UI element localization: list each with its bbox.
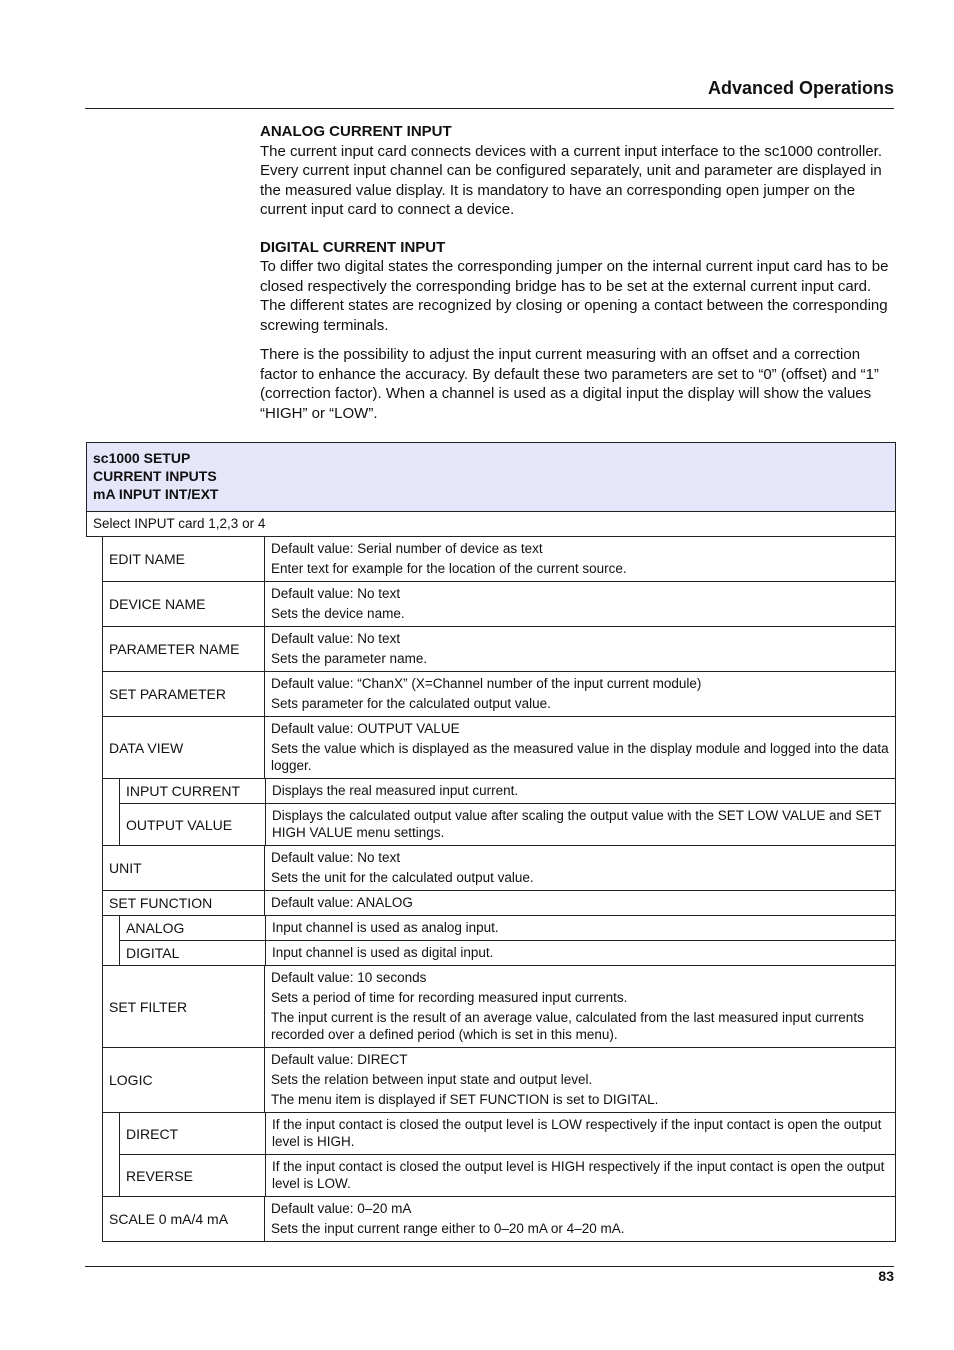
description-line: Sets the input current range either to 0–20 mA or 4–20 mA.: [271, 1221, 625, 1236]
indent-spacer: [102, 941, 119, 966]
menu-row: [102, 804, 896, 846]
menu-item-description: [264, 966, 896, 1048]
section-paragraph: There is the possibility to adjust the input current measuring with an offset and a correction factor to enhance the accuracy. By default these two parameters are set to “0” (offset) and “1” (correction factor). When a channel is used as a digital input the display will show the values “HIGH” or “LOW”.: [260, 346, 879, 422]
indent-spacer: [102, 1155, 119, 1197]
description-line: Sets a period of time for recording measured input currents.: [271, 990, 628, 1005]
menu-row: [102, 582, 896, 627]
section-heading: ANALOG CURRENT INPUT: [260, 123, 452, 140]
menu-select-instruction: Select INPUT card 1,2,3 or 4: [86, 512, 896, 537]
indent-spacer: [102, 1113, 119, 1155]
menu-row: [102, 672, 896, 717]
menu-item-description: [264, 891, 896, 916]
menu-row: [102, 846, 896, 891]
menu-row: [102, 1048, 896, 1113]
menu-rows: [86, 537, 896, 1242]
section-digital-current-input: [260, 238, 894, 424]
section-paragraph: The current input card connects devices with a current input interface to the sc1000 controller. Every current input channel can be configured separately, unit and parameter are displayed in the measured value display. It is mandatory to have an corresponding open jumper on the current input card to connect a device.: [260, 142, 883, 218]
description-line: Default value: OUTPUT VALUE: [271, 721, 460, 736]
description-line: Sets the unit for the calculated output value.: [271, 870, 534, 885]
description-line: If the input contact is closed the output level is LOW respectively if the input contact is open the output level is HIGH.: [272, 1117, 882, 1149]
menu-item-label: DIRECT: [119, 1113, 265, 1155]
page-header-title: Advanced Operations: [707, 78, 894, 98]
page-number: 83: [878, 1268, 894, 1284]
indent-spacer: [102, 804, 119, 846]
menu-path-item: mA INPUT INT/EXT: [93, 486, 219, 502]
menu-item-label: SET PARAMETER: [102, 672, 264, 717]
menu-item-label: SCALE 0 mA/4 mA: [102, 1197, 264, 1242]
menu-item-description: [264, 1197, 896, 1242]
menu-row: [102, 941, 896, 966]
description-line: Sets the parameter name.: [271, 651, 428, 666]
menu-item-description: [265, 941, 896, 966]
menu-item-description: [265, 779, 896, 804]
menu-item-label: INPUT CURRENT: [119, 779, 265, 804]
description-line: Sets the device name.: [271, 606, 405, 621]
menu-row: [102, 1155, 896, 1197]
menu-path-item: CURRENT INPUTS: [93, 468, 217, 484]
menu-item-description: [264, 672, 896, 717]
menu-item-label: LOGIC: [102, 1048, 264, 1113]
description-line: Default value: DIRECT: [271, 1052, 408, 1067]
indent-spacer: [102, 916, 119, 941]
menu-item-description: [264, 717, 896, 779]
menu-item-description: [265, 1113, 896, 1155]
description-line: Enter text for example for the location of the current source.: [271, 561, 627, 576]
body-text: [260, 122, 894, 441]
description-line: Input channel is used as digital input.: [272, 945, 494, 960]
menu-item-label: DATA VIEW: [102, 717, 264, 779]
description-line: Default value: No text: [271, 586, 401, 601]
description-line: The input current is the result of an average value, calculated from the last measured input currents recorded over a defined period (which is set in this menu).: [271, 1010, 864, 1042]
section-heading: DIGITAL CURRENT INPUT: [260, 238, 446, 256]
section-analog-current-input: [260, 122, 894, 220]
menu-item-label: SET FUNCTION: [102, 891, 264, 916]
menu-item-label: DEVICE NAME: [102, 582, 264, 627]
description-line: The menu item is displayed if SET FUNCTION is set to DIGITAL.: [271, 1092, 659, 1107]
menu-path-header: [86, 442, 896, 512]
menu-item-label: EDIT NAME: [102, 537, 264, 582]
menu-item-description: [265, 916, 896, 941]
menu-row: [102, 916, 896, 941]
menu-item-label: UNIT: [102, 846, 264, 891]
menu-row: [102, 1113, 896, 1155]
description-line: Default value: “ChanX” (X=Channel number of the input current module): [271, 676, 702, 691]
menu-item-description: [265, 1155, 896, 1197]
description-line: Default value: Serial number of device as text: [271, 541, 543, 556]
menu-row: [102, 891, 896, 916]
footer-divider: [85, 1266, 894, 1267]
menu-item-description: [264, 1048, 896, 1113]
description-line: Default value: No text: [271, 631, 401, 646]
menu-row: [102, 1197, 896, 1242]
menu-row: [102, 627, 896, 672]
menu-item-description: [264, 537, 896, 582]
menu-item-description: [265, 804, 896, 846]
menu-row: [102, 717, 896, 779]
menu-item-description: [264, 582, 896, 627]
description-line: Default value: ANALOG: [271, 895, 413, 910]
menu-item-description: [264, 627, 896, 672]
description-line: Sets parameter for the calculated output value.: [271, 696, 551, 711]
section-paragraph: To differ two digital states the corresponding jumper on the internal current input card has to be closed respectively the corresponding bridge has to be set at the external current input card. The different states are recognized by closing or opening a contact between the corresponding screwing terminals.: [260, 258, 889, 334]
description-line: Default value: 0–20 mA: [271, 1201, 412, 1216]
menu-item-description: [264, 846, 896, 891]
description-line: Input channel is used as analog input.: [272, 920, 499, 935]
menu-item-label: DIGITAL: [119, 941, 265, 966]
menu-item-label: ANALOG: [119, 916, 265, 941]
description-line: Sets the relation between input state and output level.: [271, 1072, 593, 1087]
menu-item-label: SET FILTER: [102, 966, 264, 1048]
description-line: Default value: 10 seconds: [271, 970, 427, 985]
menu-table: [86, 442, 896, 1242]
menu-row: [102, 966, 896, 1048]
header-divider: [85, 108, 894, 109]
description-line: Displays the calculated output value after scaling the output value with the SET LOW VALUE and SET HIGH VALUE menu settings.: [272, 808, 882, 840]
menu-item-label: PARAMETER NAME: [102, 627, 264, 672]
menu-item-label: OUTPUT VALUE: [119, 804, 265, 846]
menu-row: [102, 537, 896, 582]
description-line: If the input contact is closed the output level is HIGH respectively if the input contact is open the output level is LOW.: [272, 1159, 885, 1191]
menu-path-item: sc1000 SETUP: [93, 450, 191, 466]
menu-item-label: REVERSE: [119, 1155, 265, 1197]
description-line: Default value: No text: [271, 850, 401, 865]
menu-row: [102, 779, 896, 804]
description-line: Sets the value which is displayed as the measured value in the display module and logged into the data logger.: [271, 741, 889, 773]
indent-spacer: [102, 779, 119, 804]
description-line: Displays the real measured input current.: [272, 783, 519, 798]
